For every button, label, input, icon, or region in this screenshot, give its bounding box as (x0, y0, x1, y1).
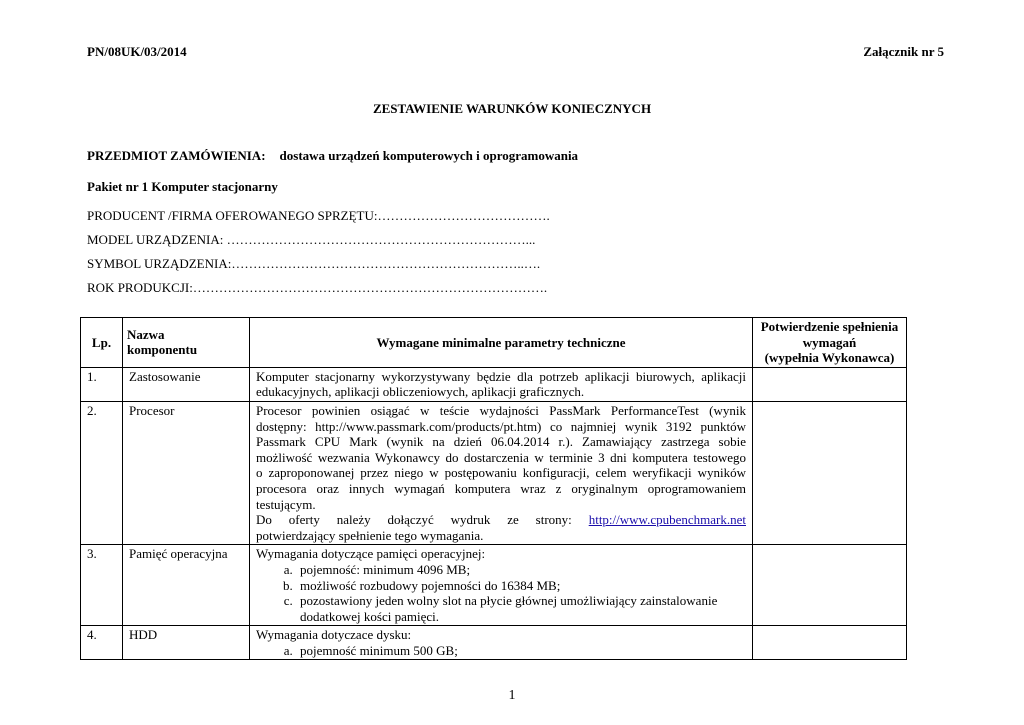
param-list (256, 643, 746, 659)
row-lp: 4. (81, 626, 123, 660)
row-parameters (250, 626, 753, 660)
field-model: MODEL URZĄDZENIA: ……………………………………………………………... (87, 232, 536, 247)
header-parameters: Wymagane minimalne parametry techniczne (250, 318, 753, 368)
row-component: Procesor (123, 401, 250, 544)
cpubenchmark-link[interactable]: http://www.cpubenchmark.net (588, 512, 746, 528)
row-component: HDD (123, 626, 250, 660)
page-number: 1 (508, 688, 516, 703)
header-confirmation (753, 318, 907, 368)
param-line: możliwość wezwania Wykonawcy do dostarczenia w terminie 3 dni komputera testowego (256, 449, 746, 465)
row-confirmation-cell[interactable] (753, 367, 907, 401)
package-title: Pakiet nr 1 Komputer stacjonarny (87, 179, 278, 194)
row-component: Zastosowanie (123, 367, 250, 401)
list-item: b. możliwość rozbudowy pojemności do 16384 MB; (296, 578, 746, 594)
field-production-year: ROK PRODUKCJI:………………………………………………………………………. (87, 280, 548, 295)
param-line: procesora oraz innych wymagań komputera wraz z oryginalnym oprogramowaniem (256, 480, 746, 496)
attachment-number: Załącznik nr 5 (863, 44, 944, 59)
param-line: edukacyjnych, aplikacji obliczeniowych, aplikacji graficznych. (256, 384, 585, 400)
param-line: Passmark CPU Mark (wynik na dzień 06.04.2014 r.). Zamawiający zastrzega sobie (256, 434, 746, 450)
document-reference: PN/08UK/03/2014 (87, 44, 187, 59)
list-item: a. pojemność: minimum 4096 MB; (296, 562, 746, 578)
row-lp: 1. (81, 367, 123, 401)
row-lp: 2. (81, 401, 123, 544)
row-parameters (250, 401, 753, 544)
table-row (81, 545, 907, 626)
header-lp: Lp. (81, 318, 123, 368)
page-title: ZESTAWIENIE WARUNKÓW KONIECZNYCH (372, 101, 652, 116)
field-manufacturer: PRODUCENT /FIRMA OFEROWANEGO SPRZĘTU:…………………………………. (87, 208, 550, 223)
param-line: Procesor powinien osiągać w teście wydajności PassMark PerformanceTest (wynik (256, 402, 746, 418)
header-name-line2: komponentu (127, 342, 198, 358)
order-subject-label: PRZEDMIOT ZAMÓWIENIA: (87, 148, 266, 163)
header-confirm-line2: wymagań (802, 334, 857, 350)
field-symbol: SYMBOL URZĄDZENIA:…………………………………………………………..…. (87, 256, 541, 271)
table-header-row (81, 318, 907, 368)
param-line: testującym. (256, 496, 316, 512)
table-row (81, 367, 907, 401)
header-name-line1: Nazwa (127, 326, 165, 342)
header-component-name (123, 318, 250, 368)
header-confirm-line1: Potwierdzenie spełnienia (760, 319, 899, 334)
param-list (256, 562, 746, 624)
requirements-table (80, 317, 907, 660)
param-line: potwierdzający spełnienie tego wymagania. (256, 527, 484, 543)
row-confirmation-cell[interactable] (753, 401, 907, 544)
row-component: Pamięć operacyjna (123, 545, 250, 626)
param-line: Komputer stacjonarny wykorzystywany będzie dla potrzeb aplikacji biurowych, aplikacji (256, 368, 746, 384)
order-subject (87, 148, 578, 164)
table-row (81, 401, 907, 544)
row-parameters (250, 367, 753, 401)
row-confirmation-cell[interactable] (753, 545, 907, 626)
row-confirmation-cell[interactable] (753, 626, 907, 660)
order-subject-value: dostawa urządzeń komputerowych i oprogramowania (279, 148, 579, 163)
param-line: dostępny: http://www.passmark.com/products/pt.htm) co najmniej wynik 3192 punktów (256, 418, 746, 434)
row-parameters (250, 545, 753, 626)
header-confirm-line3: (wypełnia Wykonawca) (764, 350, 895, 366)
param-line (256, 512, 746, 528)
offer-text: Do oferty należy dołączyć wydruk ze strony: (256, 512, 572, 528)
param-intro: Wymagania dotyczące pamięci operacyjnej: (256, 546, 486, 562)
param-intro: Wymagania dotyczace dysku: (256, 627, 412, 643)
list-item: a. pojemność minimum 500 GB; (296, 643, 746, 659)
table-row (81, 626, 907, 660)
row-lp: 3. (81, 545, 123, 626)
list-item: c. pozostawiony jeden wolny slot na płycie głównej umożliwiający zainstalowanie dodatkowej kości pamięci. (296, 593, 746, 624)
param-line: o zaproponowanej przez niego w postępowaniu konfiguracji, celem weryfikacji wyników (256, 465, 746, 481)
